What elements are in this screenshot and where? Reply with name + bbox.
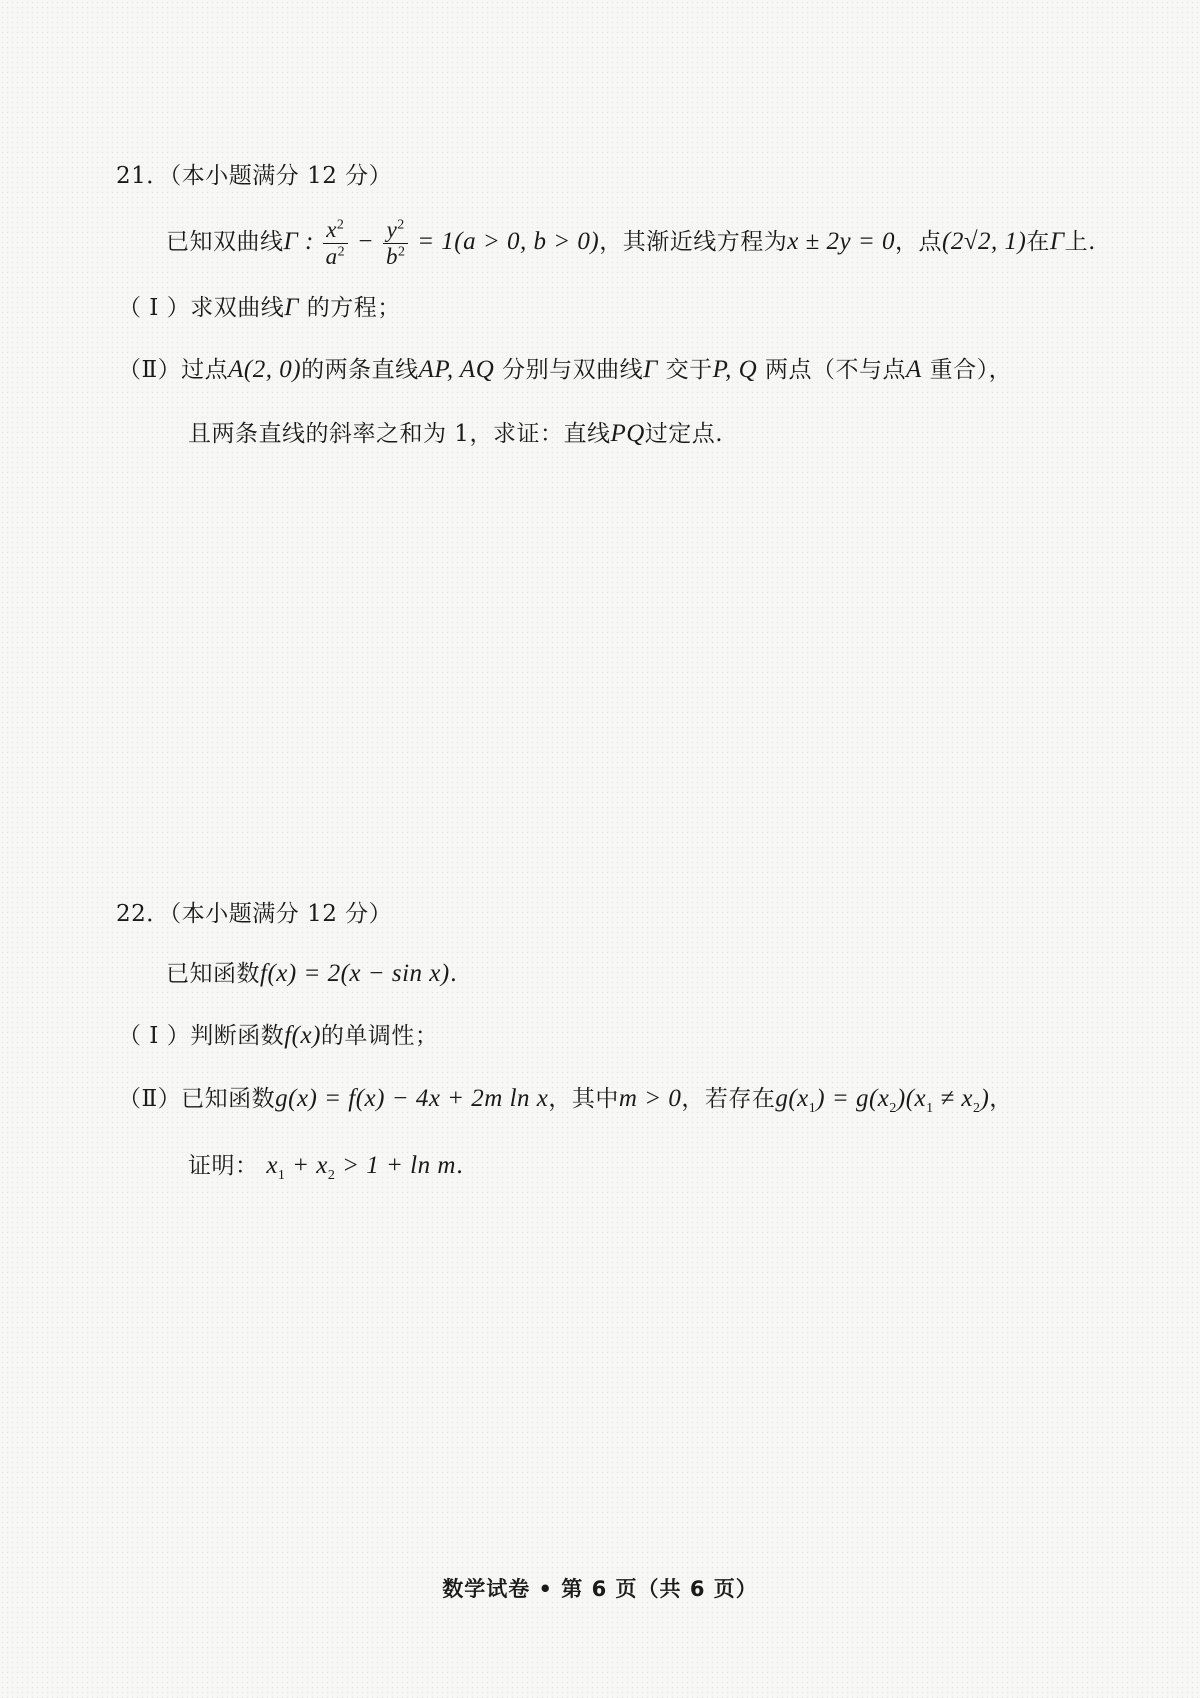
q22-part2: （Ⅱ）已知函数g(x) = f(x) − 4x + 2m ln x，其中m > 0，若存在$g(x_1) = g(x_2)(x_1 \ne x_2)$， [118,1085,1013,1116]
q21-part2-line2: 且两条直线的斜率之和为 1，求证：直线PQ过定点. [188,420,724,447]
q22-part1: （ I ）判断函数f(x)的单调性； [118,1022,439,1049]
fraction-y2-b2: $\frac{y^2}{b^2}$ [383,217,409,270]
fraction-x2-a2: $\frac{x^2}{a^2}$ [323,217,349,270]
q21-part1: （ I ）求双曲线Γ 的方程； [118,294,401,321]
q22-proof: 证明： $x_1 + x_2 > 1 + \ln m$. [188,1152,464,1183]
q22-header: 22．（本小题满分 12 分） [116,901,393,927]
page-footer: 数学试卷 • 第 6 页（共 6 页） [442,1577,758,1601]
q21-stem: 已知双曲线Γ : $\frac{x^2}{a^2}$ − $\frac{y^2}{b^2}$ = 1(a > 0, b > 0)，其渐近线方程为x ± 2y = 0，点(2√2, 1)在Γ上. [166,216,1096,269]
q22-stem: 已知函数f(x) = 2(x − sin x). [166,960,458,987]
q21-header: 21．（本小题满分 12 分） [116,163,393,189]
q21-part2: （Ⅱ）过点A(2, 0)的两条直线AP, AQ 分别与双曲线Γ 交于P, Q 两点（不与点A 重合）， [118,356,1013,383]
